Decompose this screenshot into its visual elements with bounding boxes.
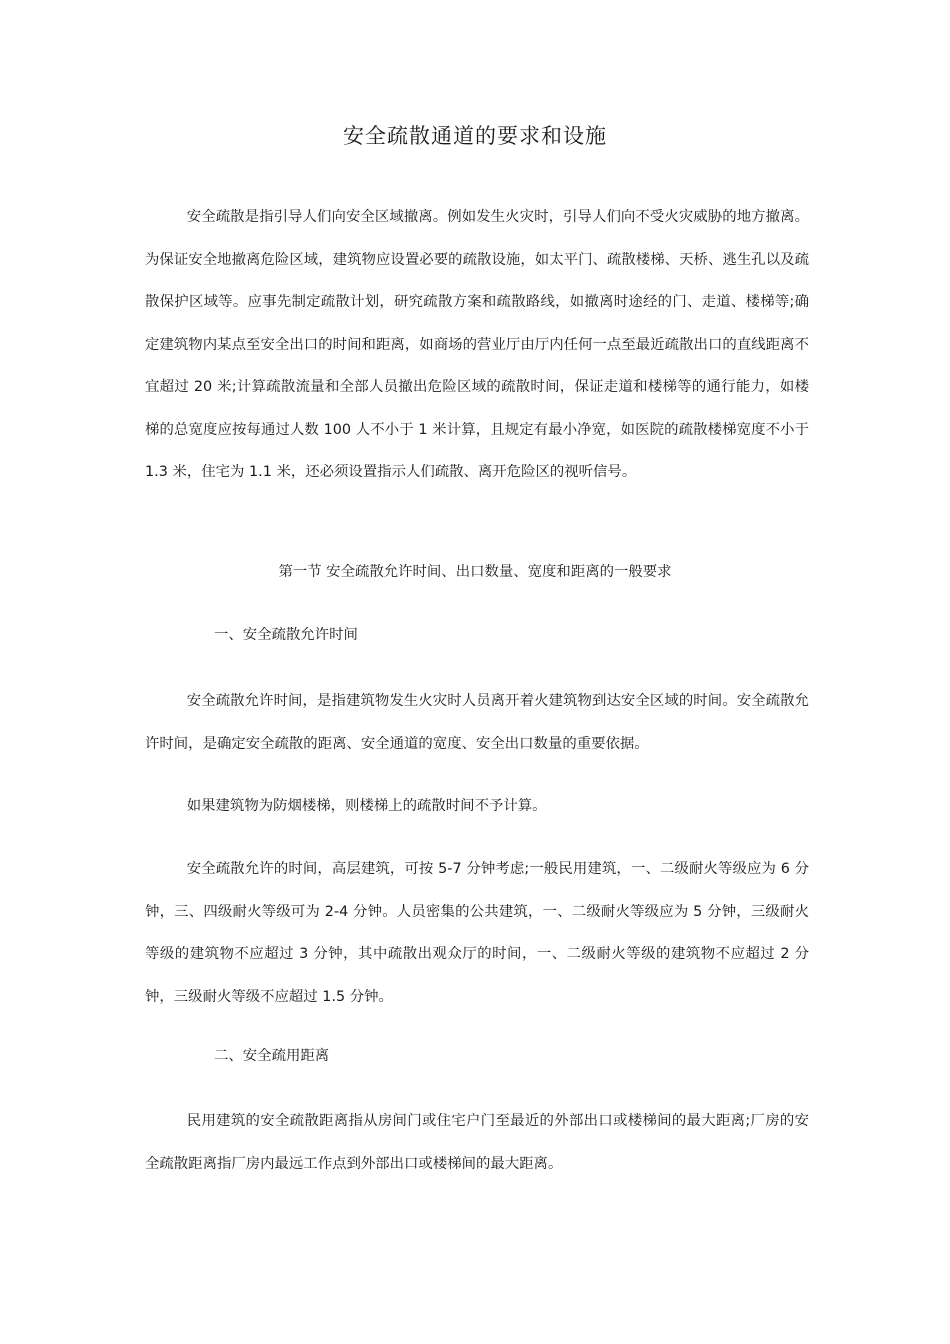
document-title: 安全疏散通道的要求和设施 bbox=[343, 124, 607, 148]
allowed-time-paragraph-block bbox=[145, 680, 809, 765]
intro-paragraph: 安全疏散是指引导人们向安全区域撤离。例如发生火灾时，引导人们向不受火灾威胁的地方撤离。为保证安全地撤离危险区域，建筑物应设置必要的疏散设施，如太平门、疏散楼梯、天桥、逃生孔以及疏散保护区域等。应事先制定疏散计划，研究疏散方案和疏散路线，如撤离时途经的门、走道、楼梯等;确定建筑物内某点至安全出口的时间和距离，如商场的营业厅由厅内任何一点至最近疏散出口的直线距离不宜超过 20 米;计算疏散流量和全部人员撤出危险区域的疏散时间，保证走道和楼梯等的通行能力，如楼梯的总宽度应按每通过人数 100 人不小于 1 米计算，且规定有最小净宽，如医院的疏散楼梯宽度不小于 1.3 米，住宅为 1.1 米，还必须设置指示人们疏散、离开危险区的视听信号。 bbox=[145, 209, 809, 480]
section-heading: 第一节 安全疏散允许时间、出口数量、宽度和距离的一般要求 bbox=[278, 564, 672, 580]
allowed-time-paragraph: 安全疏散允许时间，是指建筑物发生火灾时人员离开着火建筑物到达安全区域的时间。安全疏散允许时间，是确定安全疏散的距离、安全通道的宽度、安全出口数量的重要依据。 bbox=[145, 693, 809, 752]
smoke-stair-paragraph-block bbox=[145, 785, 809, 828]
intro-paragraph-block bbox=[145, 196, 809, 494]
time-limits-paragraph-block bbox=[145, 848, 809, 1018]
smoke-stair-paragraph: 如果建筑物为防烟楼梯，则楼梯上的疏散时间不予计算。 bbox=[186, 798, 547, 814]
distance-paragraph-block bbox=[145, 1100, 809, 1185]
time-limits-paragraph: 安全疏散允许的时间，高层建筑，可按 5-7 分钟考虑;一般民用建筑，一、二级耐火等级应为 6 分钟，三、四级耐火等级可为 2-4 分钟。人员密集的公共建筑，一、二级耐火等级应为 5 分钟，三级耐火等级的建筑物不应超过 3 分钟，其中疏散出观众厅的时间，一、二级耐火等级的建筑物不应超过 2 分钟，三级耐火等级不应超过 1.5 分钟。 bbox=[145, 861, 809, 1005]
subheading-allowed-time: 一、安全疏散允许时间 bbox=[214, 627, 358, 643]
subheading-distance: 二、安全疏用距离 bbox=[214, 1048, 330, 1064]
distance-paragraph: 民用建筑的安全疏散距离指从房间门或住宅户门至最近的外部出口或楼梯间的最大距离;厂房的安全疏散距离指厂房内最远工作点到外部出口或楼梯间的最大距离。 bbox=[145, 1113, 809, 1172]
